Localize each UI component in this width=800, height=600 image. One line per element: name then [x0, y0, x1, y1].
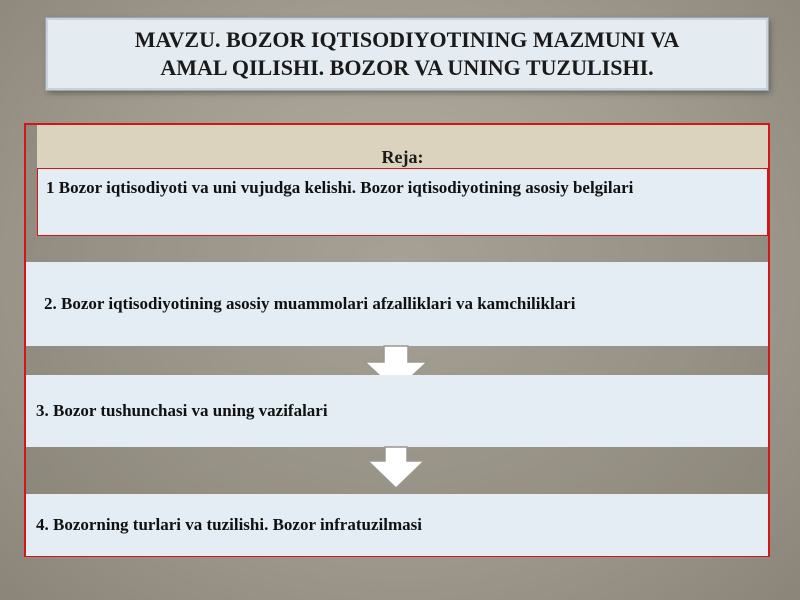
- plan-item-4: [26, 494, 768, 556]
- plan-item-4-text: 4. Bozorning turlari va tuzilishi. Bozor infratuzilmasi: [36, 515, 422, 534]
- slide-title: MAVZU. BOZOR IQTISODIYOTINING MAZMUNI VA AMAL QILISHI. BOZOR VA UNING TUZULISHI.: [134, 27, 680, 80]
- plan-header-bar: [37, 125, 768, 171]
- plan-item-2-text: 2. Bozor iqtisodiyotining asosiy muammolari afzalliklari va kamchiliklari: [44, 294, 576, 313]
- plan-item-3-text: 3. Bozor tushunchasi va uning vazifalari: [36, 401, 328, 420]
- plan-item-2: [26, 262, 768, 346]
- plan-item-1: [37, 168, 768, 236]
- title-box: [46, 18, 768, 90]
- plan-item-1-text: 1 Bozor iqtisodiyoti va uni vujudga kelishi. Bozor iqtisodiyotining asosiy belgilari: [46, 178, 634, 197]
- plan-label: Reja:: [381, 147, 424, 167]
- down-arrow-icon: [366, 446, 426, 490]
- plan-item-3: [26, 375, 768, 447]
